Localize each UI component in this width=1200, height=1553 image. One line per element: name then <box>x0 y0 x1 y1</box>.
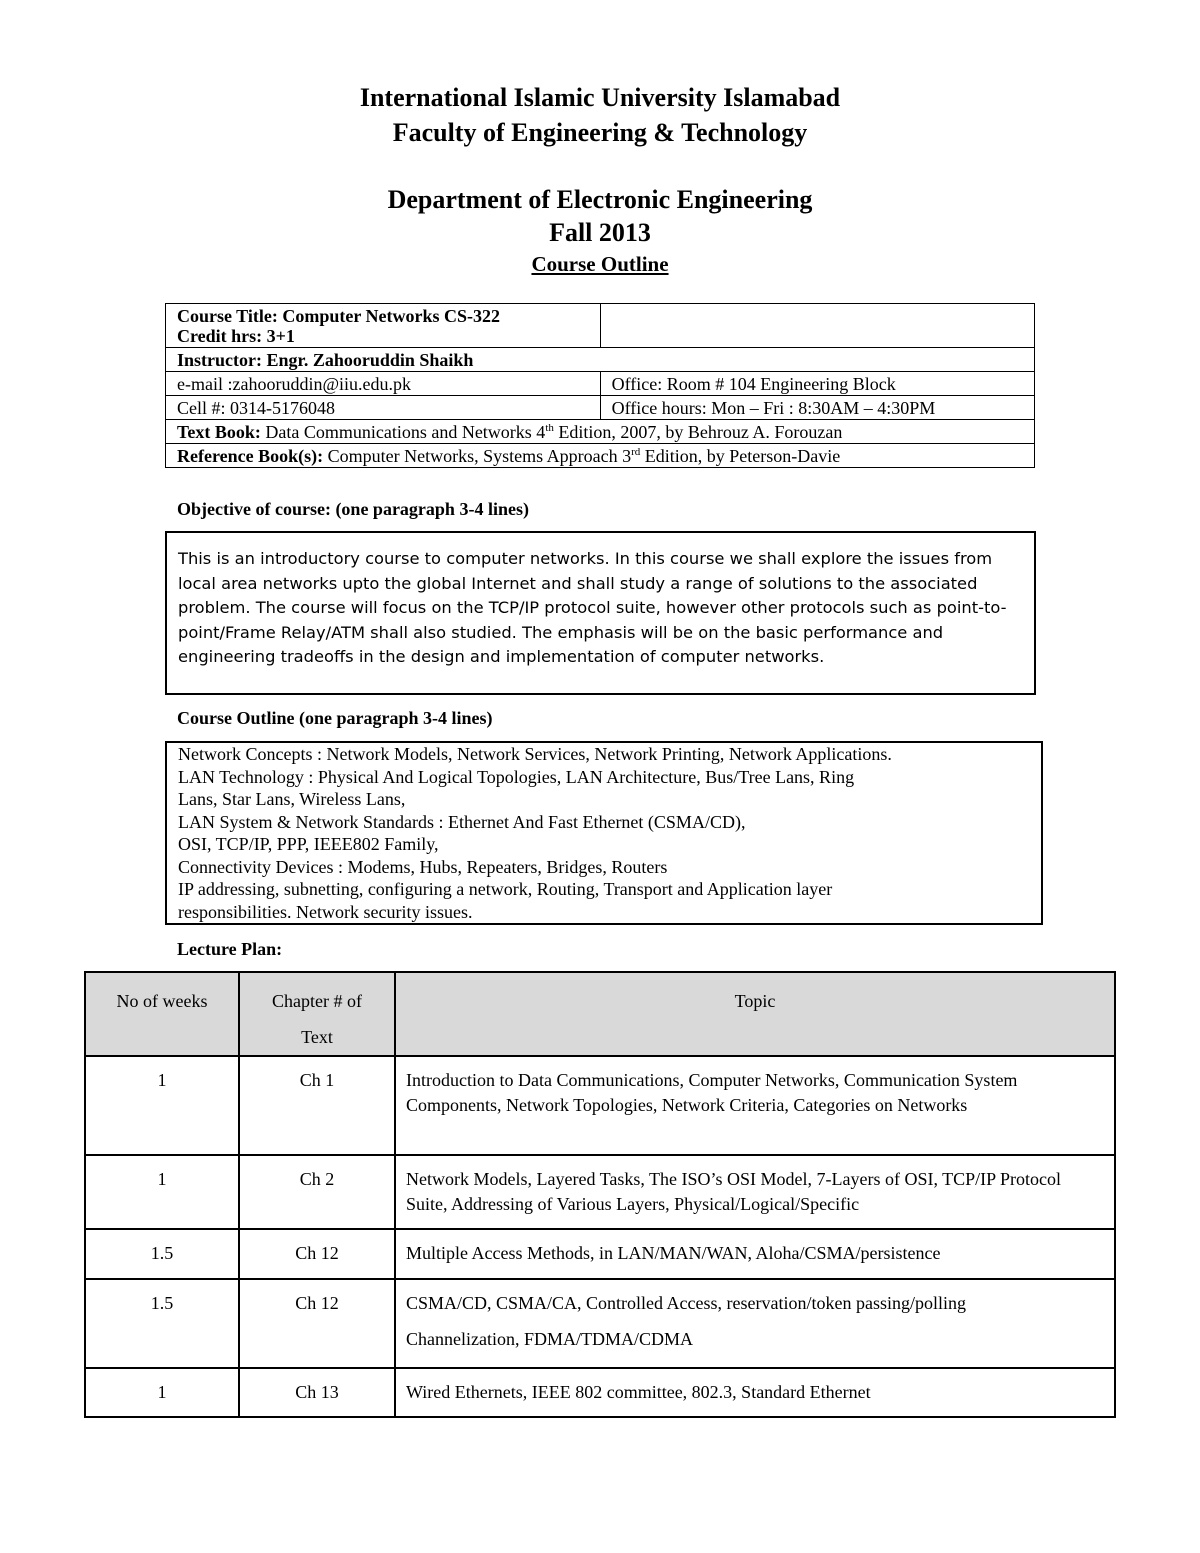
row-topic: Wired Ethernets, IEEE 802 committee, 802.3, Standard Ethernet <box>395 1368 1115 1417</box>
university-name: International Islamic University Islamabad <box>359 83 841 112</box>
course-title-row <box>166 304 1035 348</box>
row-weeks: 1.5 <box>85 1229 239 1279</box>
row-chapter: Ch 12 <box>239 1279 395 1368</box>
text-book <box>166 420 1035 444</box>
instructor: Instructor: Engr. Zahooruddin Shaikh <box>166 348 1035 372</box>
lecture-plan-label: Lecture Plan: <box>177 939 283 959</box>
office-hours: Office hours: Mon – Fri : 8:30AM – 4:30PM <box>600 396 1034 420</box>
credit-hours: Credit hrs: 3+1 <box>177 326 295 346</box>
text-book-rest: Edition, 2007, by Behrouz A. Forouzan <box>553 422 843 442</box>
outline-line: Connectivity Devices : Modems, Hubs, Repeaters, Bridges, Routers <box>178 856 668 877</box>
term: Fall 2013 <box>549 218 651 247</box>
cell-number: Cell #: 0314-5176048 <box>166 396 601 420</box>
row-topic-line2: Channelization, FDMA/TDMA/CDMA <box>406 1329 693 1349</box>
text-book-sup: th <box>545 422 554 434</box>
row-chapter: Ch 1 <box>239 1056 395 1155</box>
table-header-row <box>85 972 1115 1056</box>
reference-book <box>166 444 1035 468</box>
email: e-mail :zahooruddin@iiu.edu.pk <box>166 372 601 396</box>
reference-rest: Edition, by Peterson-Davie <box>640 446 841 466</box>
row-chapter: Ch 2 <box>239 1155 395 1229</box>
outline-line: Network Concepts : Network Models, Network Services, Network Printing, Network Applications. <box>178 744 892 764</box>
table-row <box>85 1155 1115 1229</box>
outline-line: OSI, TCP/IP, PPP, IEEE802 Family, <box>178 834 439 854</box>
row-chapter: Ch 13 <box>239 1368 395 1417</box>
row-weeks: 1 <box>85 1056 239 1155</box>
outline-line: LAN System & Network Standards : Ethernet And Fast Ethernet (CSMA/CD), <box>178 811 746 832</box>
row-chapter: Ch 12 <box>239 1229 395 1279</box>
row-weeks: 1.5 <box>85 1279 239 1368</box>
row-topic: Multiple Access Methods, in LAN/MAN/WAN, Aloha/CSMA/persistence <box>395 1229 1115 1279</box>
course-info-table <box>165 303 1035 468</box>
header-weeks <box>85 972 239 1056</box>
empty-cell <box>600 304 1034 348</box>
outline-line: responsibilities. Network security issues. <box>178 901 473 922</box>
header-chapter-line1: Chapter # of <box>272 991 362 1011</box>
row-weeks: 1 <box>85 1368 239 1417</box>
outline-line: IP addressing, subnetting, configuring a network, Routing, Transport and Application layer <box>178 879 833 899</box>
row-topic: Introduction to Data Communications, Computer Networks, Communication System Components, Network Topologies, Network Criteria, Categories on Networks <box>395 1056 1115 1155</box>
faculty-name: Faculty of Engineering & Technology <box>392 118 808 147</box>
header-topic <box>395 972 1115 1056</box>
objective-text: This is an introductory course to computer networks. In this course we shall explore the issues from local area networks upto the global Internet and shall study a range of solutions to the associated problem. The course will focus on the TCP/IP protocol suite, however other protocols such as point-to-point/Frame Relay/ATM shall also studied. The emphasis will be on the basic performance and engineering tradeoffs in the design and implementation of computer networks. <box>165 531 1036 695</box>
office: Office: Room # 104 Engineering Block <box>600 372 1034 396</box>
header-chapter <box>239 972 395 1056</box>
course-outline-box <box>165 741 1043 925</box>
reference-sup: rd <box>631 446 641 458</box>
lecture-plan-table <box>84 971 1116 1418</box>
text-book-title: Data Communications and Networks 4 <box>260 422 546 442</box>
row-topic-line1: CSMA/CD, CSMA/CA, Controlled Access, reservation/token passing/polling <box>406 1293 966 1313</box>
header-weeks-label: No of weeks <box>116 991 208 1011</box>
course-outline-label: Course Outline (one paragraph 3-4 lines) <box>177 708 493 728</box>
text-book-label: Text Book: <box>177 422 261 442</box>
objective-label: Objective of course: (one paragraph 3-4 lines) <box>177 499 529 519</box>
outline-line: LAN Technology : Physical And Logical Topologies, LAN Architecture, Bus/Tree Lans, Ring <box>178 766 855 787</box>
table-row <box>85 1229 1115 1279</box>
row-weeks: 1 <box>85 1155 239 1229</box>
document-title: Course Outline <box>531 252 669 276</box>
department-name: Department of Electronic Engineering <box>387 185 813 214</box>
row-topic: Network Models, Layered Tasks, The ISO’s OSI Model, 7-Layers of OSI, TCP/IP Protocol Suite, Addressing of Various Layers, Physical/Logical/Specific <box>395 1155 1115 1229</box>
outline-line: Lans, Star Lans, Wireless Lans, <box>178 789 406 809</box>
table-row <box>85 1368 1115 1417</box>
header-chapter-line2: Text <box>301 1027 333 1047</box>
row-topic <box>395 1279 1115 1368</box>
course-title: Course Title: Computer Networks CS-322 <box>177 306 500 326</box>
reference-label: Reference Book(s): <box>177 446 324 466</box>
reference-title: Computer Networks, Systems Approach 3 <box>323 446 632 466</box>
course-title-cell <box>166 304 601 348</box>
header-topic-label: Topic <box>734 991 776 1011</box>
table-row <box>85 1056 1115 1155</box>
table-row <box>85 1279 1115 1368</box>
